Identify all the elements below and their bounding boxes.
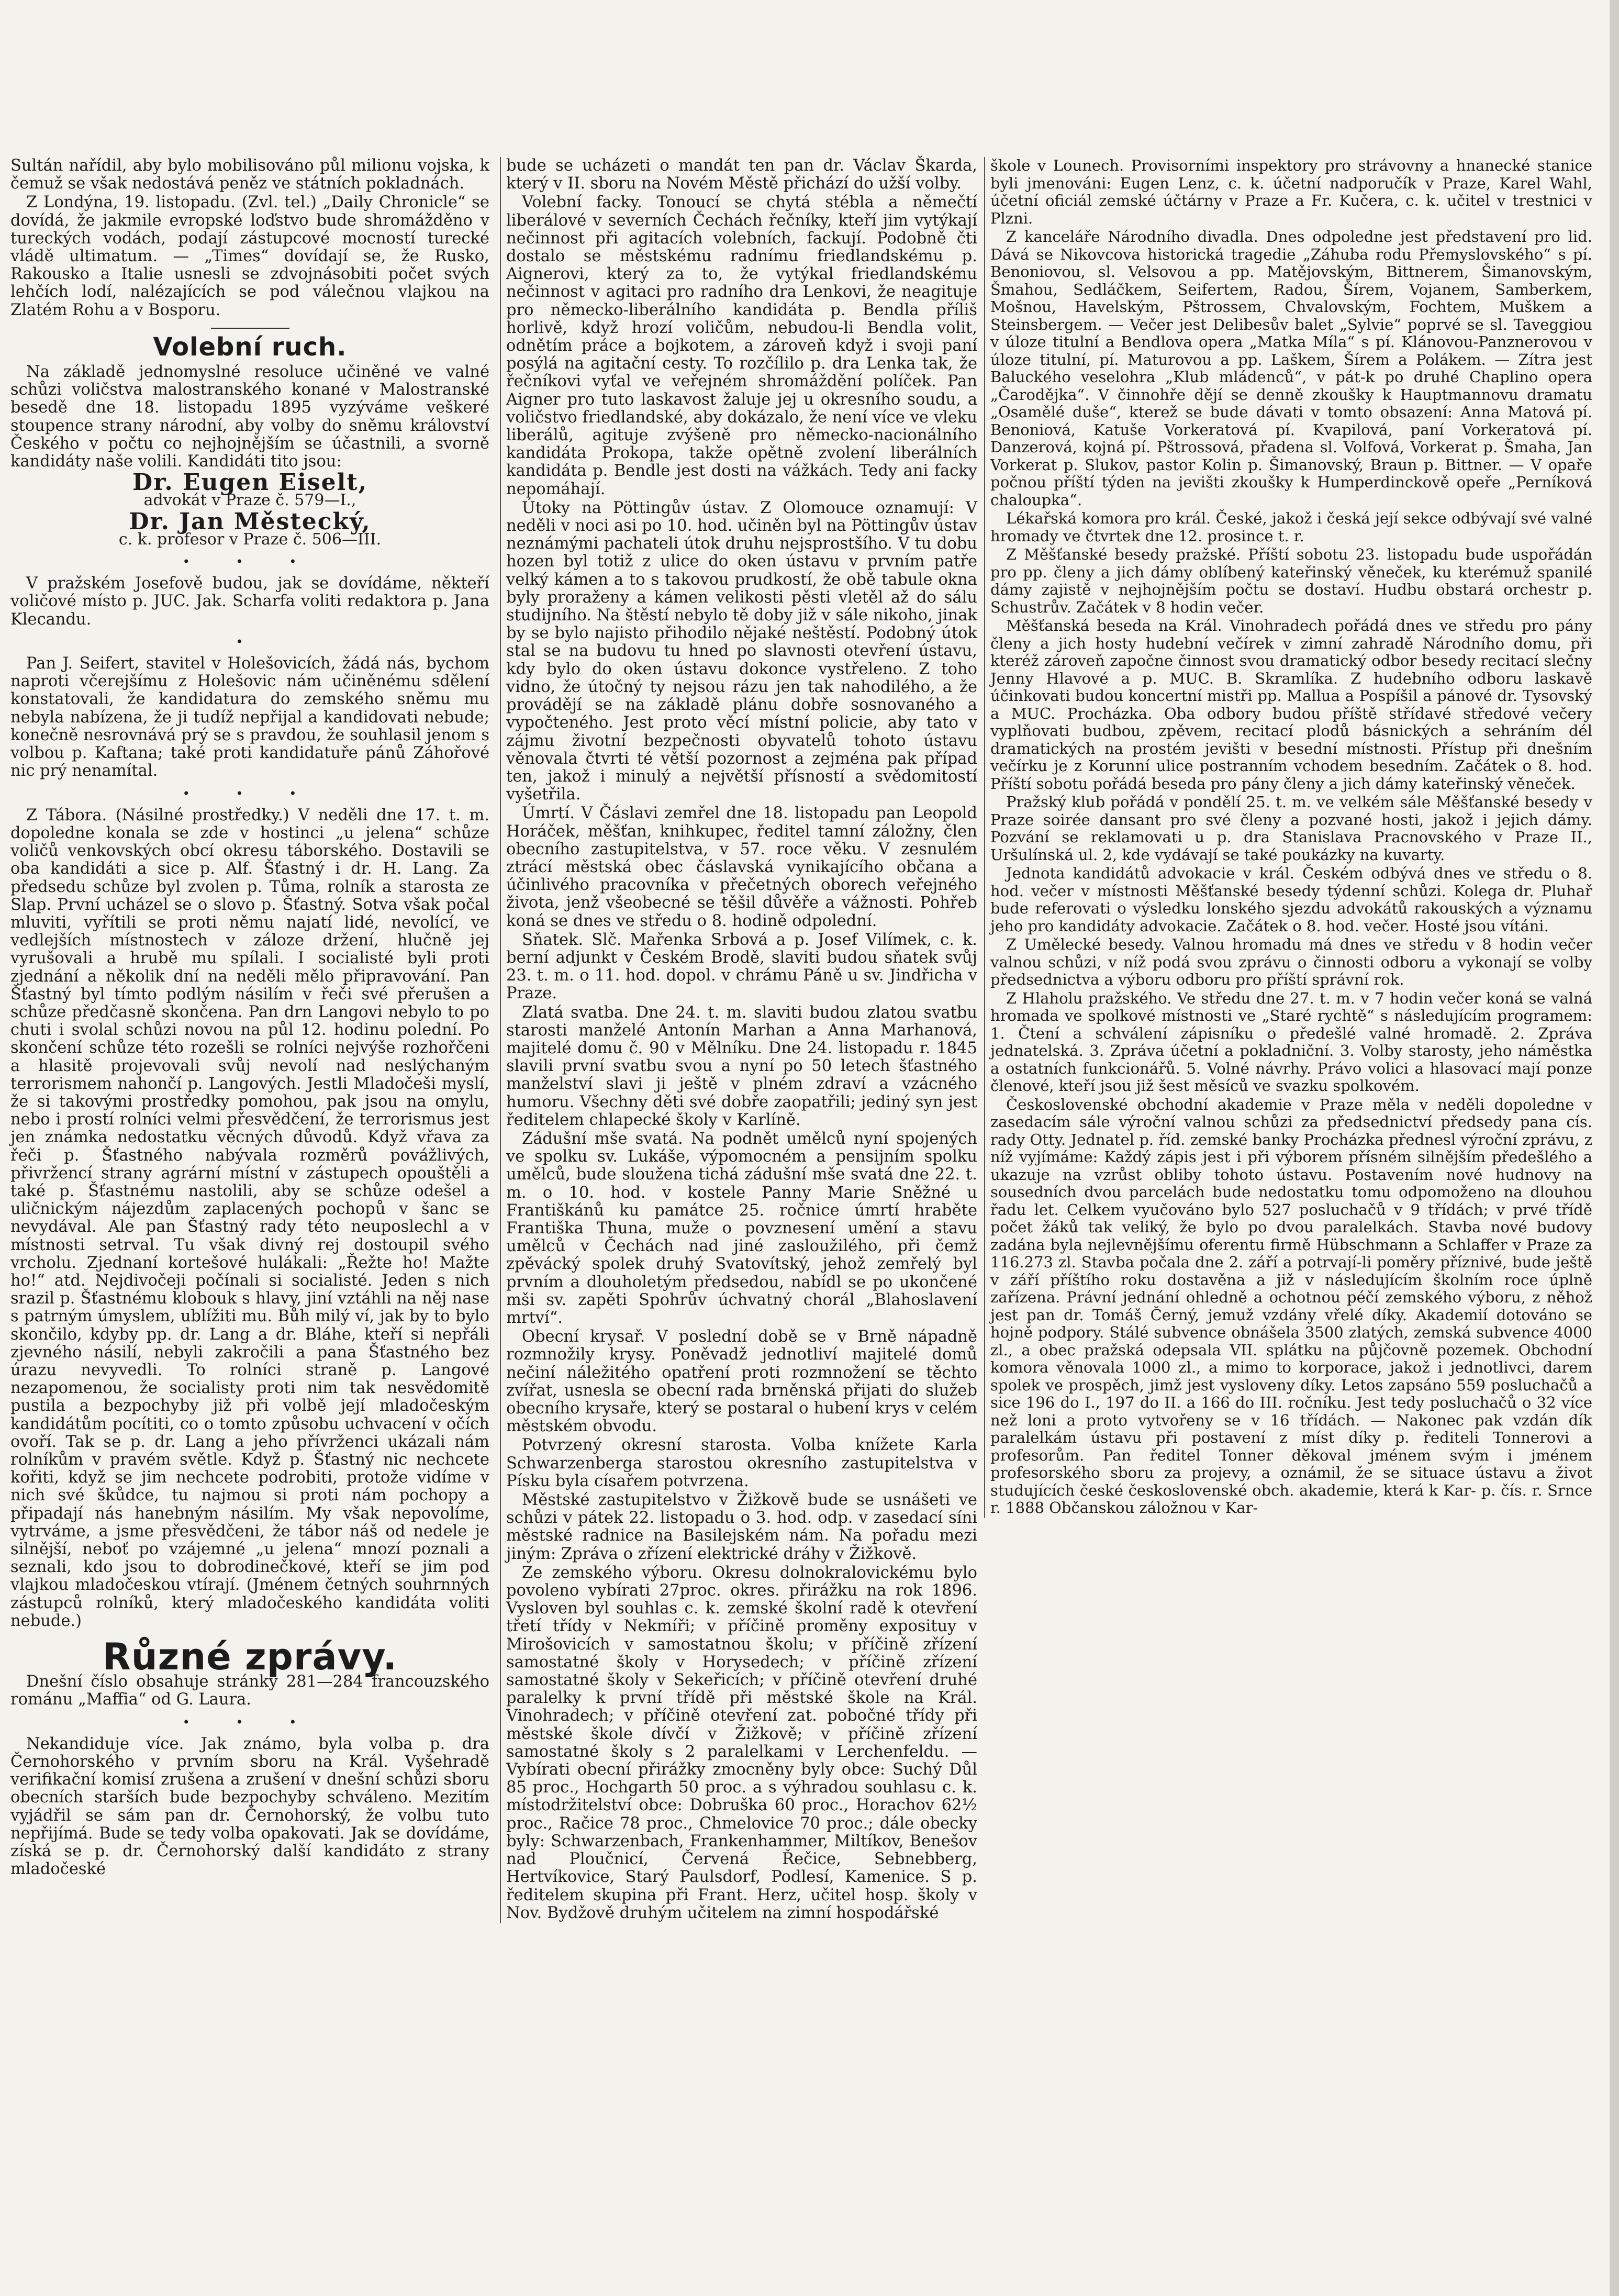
article-text: Zádušní mše svatá. Na podnět umělců nyní spojených ve spolku sv. Lukáše, výpomocném a pensijním spolku umělců, bude sloužena tichá zádušní mše svatá dne 22. t. m. o 10. hod. v kostele Panny Marie Sněžné u Františkánů ku památce 25. ročnice úmrtí hraběte Františka Thuna, muže o povznesení umění a stavu umělců v Čechách nad jiné zasloužilého, při čemž zpěvácký spolek druhý Svatovítský, jehož zemřelý byl prvním a dlouholetým předsedou, nabídl se po ukončené mši sv. zapěti Spohrův úchvatný chorál „Blahoslavení mrtví“.	[506, 1129, 977, 1327]
section-heading: Různé zprávy.	[102, 1635, 398, 1679]
article-text: Pražský klub pořádá v pondělí 25. t. m. ve velkém sále Měšťanské besedy v Praze soirée dansant pro své členy a pozvané hosti, jakož i jejich dámy. Pozvání se reklamovati u p. dra Stanislava Pracnovského v Praze II., Uršulínská ul. 2, kde vydávají se také poukázky na kuvarty.	[990, 793, 1592, 864]
article-text: škole v Lounech. Provisorními inspektory pro strávovny a hnanecké stanice byli jmenováni: Eugen Lenz, c. k. účetní nadporučík v Praze, Karel Wahl, účetní oficiál zemské účtárny v Praze a Fr. Kučera, c. k. učitel v trestnici v Plzni.	[990, 157, 1592, 227]
candidate-name: Dr. Eugen Eiselt,	[132, 469, 367, 496]
article-text: Z Umělecké besedy. Valnou hromadu má dnes ve středu v 8 hodin večer valnou schůzi, v níž podá svou zprávu o činnosti odboru a vykonají se volby předsednictva a výboru odboru pro příští správní rok.	[990, 935, 1592, 988]
article-text: Útoky na Pöttingův ústav. Z Olomouce oznamují: V neděli v noci asi po 10. hod. učiněn byl na Pöttingův ústav neznámými pachateli útok druhu nejsprostšího. V tu dobu hozen byl totiž z ulice do oken ústavu v prvním patře velký kámen a to s takovou prudkostí, že obě tabule okna byly proraženy a kámen velikosti pěsti vletěl až do sálu studijního. Na štěstí nebylo tě doby již v sále nikoho, jinak by se bylo najisto přihodilo nějaké neštěstí. Podobný útok stal se na budovu tu hned po slavnosti otevření ústavu, kdy bylo do oken ústavu dokonce vystřeleno. Z toho vidno, že útočný ty nejsou rázu jen tak nahodilého, a že provádějí se na základě plánu dobře sosnovaného a vypočteného. Jest proto věcí místní policie, aby tato v zájmu životní bezpečnosti obyvatelů tohoto ústavu věnovala čtvrti té větší pozornost a zejména pak případ ten, jakož i minulý a největší přísností a svědomitostí vyšetřila.	[506, 498, 977, 804]
separator-dots: • • •	[182, 786, 318, 801]
article-text: Volební facky. Tonoucí se chytá stébla a němečtí liberálové v severních Čechách řečníky, kteří jim vytýkají nečinnost při agitacích volebních, fackují. Podobně čti dostalo se městskému radnímu friedlandskému p. Aignerovi, který za to, že vytýkal friedlandskému nečinnost v agitaci pro radního dra Lenkovi, že neagituje pro německo-liberálního kandidáta p. Bendla příliš horlivě, když hrozí voličům, nebudou-li Bendla volit, odnětím práce a bojkotem, a zároveň když i svoji paní posýlá na agitační cesty. To rozčílilo p. dra Lenka tak, že řečníkovi vyťal ve veřejném shromáždění políček. Pan Aigner pro tuto laskavost žaluje jej u okresního soudu, a voličstvo friedlandské, aby dokázalo, že není více ve vleku liberálů, agituje zvýšeně pro německo-nacionálního kandidáta Prokopa, takže opětně zvolení liberálních kandidáta p. Bendle jest dosti na vážkách. Tedy ani facky nepomáhají.	[506, 193, 977, 498]
article-text: Z kanceláře Národního divadla. Dnes odpoledne jest představení pro lid. Dává se Nikovcova historická tragedie „Záhuba rodu Přemyslovského“ s pí. Benoniovou, sl. Velsovou a pp. Matějovským, Bittnerem, Šimanovským, Šmahou, Sedláčkem, Seifertem, Radou, Šírem, Vojanem, Samberkem, Mošnou, Havelským, Pštrossem, Chvalovským, Fochtem, Muškem a Steinsbergem. — Večer jest Delibesův balet „Sylvie“ poprvé se sl. Taveggiou v úloze titulní a Bendlova opera „Matka Míla“ s pí. Klánovou-Panznerovou v úloze titulní, pí. Maturovou a pp. Laškem, Šírem a Polákem. — Zítra jest Baluckého veselohra „Klub mládenců“, v pát-k po druhé Chaplino opera „Čarodějka“. V činnohře dějí se denně zkoušky k Hauptmannovu dramatu „Osamělé duše“, kterež se bude dávati v tomto obsazení: Anna Matová pí. Benoniová, Katuše Vorkeratová pí. Kvapilová, paní Vorkeratová pí. Danzerová, kojná pí. Pštrossová, přadena sl. Volfová, Vorkerat p. Šmaha, Jan Vorkerat p. Slukov, pastor Kolin p. Šimanovský, Braun p. Bittner. — V opaře počnou příští týden na jevišti zkoušky k Humperdinckově opeře „Perníková chaloupka“.	[990, 228, 1592, 509]
column-3	[984, 157, 1592, 1518]
separator-dots: • • •	[182, 1714, 318, 1730]
article-text: Jednota kandidátů advokacie v král. Českém odbývá dnes ve středu o 8. hod. večer v místnosti Měšťanské besedy týdenní schůzi. Kolega dr. Pluhař bude referovati o výsledku lonského sjezdu advokátů rakouských a významu jeho pro kandidáty advokacie. Začátek o 8. hod. večer. Hosté jsou vítáni.	[990, 864, 1592, 935]
article-text: bude se ucházeti o mandát ten pan dr. Václav Škarda, který v II. sboru na Novém Městě přichází do užší volby.	[506, 157, 977, 193]
column-1	[10, 157, 489, 1879]
separator-dots: •	[236, 634, 264, 649]
candidate-block	[10, 508, 489, 549]
article-text: Dnešní číslo obsahuje stránky 281—284 francouzského románu „Maffia“ od G. Laura.	[10, 1673, 489, 1709]
article-text: Z Měšťanské besedy pražské. Příští sobotu 23. listopadu bude uspořádán pro pp. členy a jich dámy oblíbený kateřinský věneček, ku kterémuž spanilé dámy zajistě v nejhojnějším počtu se dostaví. Hudbu obstará orchestr p. Schustrův. Začátek v 8 hodin večer.	[990, 545, 1592, 616]
article-text: Městské zastupitelstvo v Žižkově bude se usnášeti ve schůzi v pátek 22. listopadu o 3. hod. odp. v zasedací síni městské radnice na Basilejském nám. Na pořadu mezi jiným: Zpráva o zřízení elektrické dráhy v Žižkově.	[506, 1491, 977, 1563]
article-text: Ze zemského výboru. Okresu dolnokralovickému bylo povoleno vybírati 27proc. okres. přirážku na rok 1896. Vysloven byl souhlas c. k. zemské školní radě k otevření třetí třídy v Nekmíři; v příčině proměny exposituy v Mirošovicích v samostatnou školu; v příčině zřízení samostatné školy v Horysedech; v příčině zřízení samostatné školy v Sekeřicích; v příčině otevření druhé paralelky k první třídě při městské škole na Král. Vinohradech; v příčině otevření zat. pobočné třídy při městské škole dívčí v Žižkově; v příčině zřízení samostatné školy s 2 paralelkami v Lerchenfeldu. — Vybírati obecní přirážky zmocněny byly obce: Suchý Důl 85 proc., Hochgarth 50 proc. a s výhradou souhlasu c. k. místodržitelství obce: Dobruška 60 proc., Horachov 62½ proc., Račice 78 proc., Chmelovice 70 proc.; dále obecky byly: Schwarzenbach, Frankenhammer, Miltíkov, Benešov nad Ploučnicí, Červená Řečice, Sebnebberg, Hertvíkovice, Starý Paulsdorf, Podlesí, Kamenice. S p. ředitelem skupina při Frant. Herz, učitel hosp. školy v Nov. Bydžově druhým učitelem na zimní hospodářské	[506, 1563, 977, 1922]
article-text: Z Hlaholu pražského. Ve středu dne 27. t. m. v 7 hodin večer koná se valná hromada ve spolkové místnosti ve „Staré rychtě“ s následujícím programem: 1. Čtení a schválení zápisníku o předešlé valné hromadě. 2. Zpráva jednatelská. 3. Zpráva účetní a pokladniční. 3. Volby starosty, jeho náměstka a ostatních funkcionářů. 5. Volné návrhy. Právo volici a hlasovací mají ponze členové, kteří jsou již šest měsíců ve svazku spolkovém.	[990, 989, 1592, 1095]
article-text: Československé obchodní akademie v Praze měla v neděli dopoledne v zasedacím sále výroční valnou schůzi za předsednictví předsedy pana cís. rady Otty. Jednatel p. říd. zemské banky Procházka přednesl výroční zprávu, z níž vyjímáme: Každý zápis jest i při výborem přísném silnějším předešlého a ukazuje na vzrůst obliby tohoto ústavu. Postavením nové hudnovy na sousedních dvou parcelách bude nedostatku tomu odpomoženo na dlouhou řadu let. Celkem vyučováno bylo 527 posluchačů v 9 třídách; v prvé třídě počet žáků tak veliký, že bylo po dvou paralelkách. Stavba nové budovy zadána byla nejlevnějšímu oferentu firmě Hübschmann a Schlaffer v Praze za 116.273 zl. Stavba počala dne 2. září a potrvají-li poměry příznivé, bude ještě v září příštího roku dostavěna a již v následujícím školním roce úplně zařízena. Právní jednání ohledně a ochotnou péčí zemského výboru, z něhož jest pan dr. Tomáš Černý, jemuž vzdány vřelé díky. Akademií dotováno se hojně podpory. Stálé subvence obnášela 3500 zlatých, zemská subvence 4000 zl., a obec pražská odepsala VII. splátku na půjčovně pozemek. Obchodní komora věnovala 1000 zl., a mimo to korporace, jakož i jednotlivci, darem spolek ve prospěch, jimž jest vysloveny díky. Letos zapsáno 559 posluchačů a sice 196 do I., 197 do II. a 166 do III. ročníku. Jest tedy posluchačů o 32 více než loni a proto vytvořeny se v 16 třídách. — Nakonec pak vzdán dík paralelkám ústavu při postavení z míst díky p. řediteli Tonnerovi a profesorům. Pan ředitel Tonner děkoval jménem svým i jménem profesorského sboru za projevy, a oznámil, že se situace ústavu a život studujících české československé obch. akademie, která k Kar- p. čís. r. Srnce r. 1888 Občanskou záložnou v Kar-	[990, 1095, 1592, 1517]
column-2	[500, 157, 977, 1923]
article-text: Z Londýna, 19. listopadu. (Zvl. tel.) „Daily Chronicle“ se dovídá, že jakmile evropské loďstvo bude shromážděno v tureckých vodách, podají zástupcové mocností turecké vládě ultimatum. — „Times“ dovídají se, že Rusko, Rakousko a Italie usnesli se zdvojnásobiti počet svých lehčích lodí, nalézajících se pod válečnou vlajkou na Zlatém Rohu a v Bosporu.	[10, 193, 489, 319]
article-text: V pražském Josefově budou, jak se dovídáme, někteří voličové místo p. JUC. Jak. Scharfa voliti redaktora p. Jana Klecandu.	[10, 574, 489, 629]
article-text: Lékařská komora pro král. České, jakož i česká její sekce odbývají své valné hromady ve čtvrtek dne 12. prosince t. r.	[990, 509, 1592, 545]
article-text: Obecní krysař. V poslední době se v Brně nápadně rozmnožily krysy. Poněvadž jednotliví majitelé domů nečiní náležitého opatření proti rozmnožení se těchto zvířat, usnesla se obecní rada brněnská přijati do služeb obecního krysaře, který se postaral o hubení krys v celém městském obvodu.	[506, 1328, 977, 1436]
article-text: Úmrtí. V Čáslavi zemřel dne 18. listopadu pan Leopold Horáček, měšťan, knihkupec, ředitel tamní záložny, člen obecního zastupitelstva, v 57. roce věku. V zesnulém ztrácí městská obec čáslavská vynikajícího občana a účinlivého pracovníka v přečetných oborech veřejného života, jenž všeobecné se těšil důvěře a vážnosti. Pohřeb koná se dnes ve středu o 8. hodině odpolední.	[506, 804, 977, 930]
candidate-name: Dr. Jan Městecký,	[129, 508, 371, 535]
article-text: Potvrzený okresní starosta. Volba knížete Karla Schwarzenberga starostou okresního zastupitelstva v Písku byla císařem potvrzena.	[506, 1436, 977, 1490]
candidate-block	[10, 469, 489, 510]
separator-dots: • • •	[182, 554, 318, 570]
candidate-description: advokát v Praze č. 579—I.,	[143, 491, 356, 510]
article-text: Zlatá svatba. Dne 24. t. m. slaviti budou zlatou svatbu starosti manželé Antonín Marhan a Anna Marhanová, majitelé domu č. 90 v Mělníku. Dne 24. listopadu r. 1845 slavili první svatbu svou a nyní po 50 letech šťastného manželství slavi ji ještě v plném zdraví a vzácného humoru. Všechny děti své dobře zaopatřili; jediný syn jest ředitelem chlapecké školy v Karlíně.	[506, 1003, 977, 1129]
article-text: Sultán nařídil, aby bylo mobilisováno půl milionu vojska, k čemuž se však nedostává peněz ve státních pokladnách.	[10, 157, 489, 193]
article-text: Nekandiduje více. Jak známo, byla volba p. dra Černohorského v prvním sboru na Král. Vyšehradě verifikační komisí zrušena a zrušení v dnešní schůzi sboru obecních starších bude bezpochyby schváleno. Mezitím vyjádřil se sám pan dr. Černohorský, že volbu tuto nepřijímá. Bude se tedy volba opakovati. Jak se dovídáme, získá se p. dr. Černohorský další kandidáto z strany mladočeské	[10, 1734, 489, 1879]
page-edge	[1610, 0, 1619, 2296]
section-heading: Volební ruch.	[153, 332, 347, 362]
article-text: Sňatek. Slč. Mařenka Srbová a p. Josef Vilímek, c. k. berní adjunkt v Českém Brodě, slaviti budou sňatek svůj 23. t. m. o 11. hod. dopol. v chrámu Páně u sv. Jindřicha v Praze.	[506, 930, 977, 1003]
article-text: Na základě jednomyslné resoluce učiněné ve valné schůzi voličstva malostranského konané v Malostranské besedě dne 18. listopadu 1895 vyzýváme veškeré stoupence strany národní, aby volby do sněmu království Českého v počtu co nejhojnějším se účastnili, a svorně kandidáty naše volili. Kandidáti tito jsou:	[10, 363, 489, 471]
article-text: Z Tábora. (Násilné prostředky.) V neděli dne 17. t. m. dopoledne konala se zde v hostinci „u jelena“ schůze voličů venkovských obcí okresu táborského. Dostavili se oba kandidáti a sice p. Alf. Šťastný i dr. H. Lang. Za předsedu schůze byl zvolen p. Tůma, rolník a starosta ze Slap. První ucházel se o slovo p. Šťastný. Sotva však počal mluviti, vyřítili se proti němu najatí lidé, nevolící, ve vedlejších místnostech v záloze držení, hlučně jej vyrušovali a hrubě mu spílali. I socialisté byli proti zjednání a několik dní na neděli mělo připravování. Pan Šťastný byl tímto podlým násilím v řeči své přerušen a schůze předčasně skončena. Pan drn Langovi nebylo to po chuti i svolal schůzi novou na půl 12. hodinu polední. Po skončení schůze této rozešli se rolníci nejvýše rozhořčeni a hlasitě projevovali svůj nevolí nad neslýchaným terrorismem nahončí p. Langových. Jestli Mladočeši myslí, že si takovými prostředky pomohou, pak jsou na omylu, nebo i prostí rolníci velmi přesvědčení, že terrorismus jest jen známka nedostatku věcných důvodů. Když vřava za řeči p. Šťastného nabývala rozměrů povážlivých, přivržencí strany agrární místní v zástupech opouštěli a také p. Šťastnému nastolili, aby se schůze odešel a uličnickým nájezdům zaplacených pochopů v šanc se nevydával. Ale pan Šťastný rady této neuposlechl a v místnosti setrval. Tu však divný rej dostoupil svého vrcholu. Zjednaní kortešové hulákali: „Řežte ho! Mažte ho!“ atd. Nejdivočeji počínali si socialisté. Jeden s nich srazil p. Šťastnému klobouk s hlavy, jiní vztáhli na něj nase s patrným úmyslem, ublížiti mu. Bůh milý ví, jak by to bylo skončilo, kdyby pp. dr. Lang a dr. Bláhe, kteří si nepřáli zjevného násilí, nebyli zakročili a pana Šťastného bez úrazu nevyvedli. To rolníci straně p. Langové nezapomenou, že socialisty proti nim tak nesvědomitě pustila a bezpochyby již při volbě její mladočeským kandidátům pocítiti, co o tomto způsobu uchvacení v očích ovoří. Tak se p. dr. Lang a jeho přívrženci ukázali nám rolníkům v pravém světle. Když p. Šťastný nic nechcete kořiti, když se jim nechcete podrobiti, protože vidíme v nich své škůdce, tu najmou si proti nám pochopy a připadají nás hanebným násilím. My však nepovolíme, vytrváme, a jsme přesvědčeni, že tábor náš od nedele je silnější, neboť po vzájemné „u jelena“ mnozí poznali a seznali, kdo jsou to dobrodinečkové, kteří se jim pod vlajkou mladočeskou vtírají. (Jménem četných souhrnných zástupců rolníků, který mladočeského kandidáta voliti nebude.)	[10, 806, 489, 1630]
candidate-description: c. k. profesor v Praze č. 506—III.	[118, 530, 382, 549]
article-text: Měšťanská beseda na Král. Vinohradech pořádá dnes ve středu pro pány členy a jich hosty hudební večírek v zimní zahradě Národního domu, při kteréž zároveň započne činnost svou dramatický odbor besedy recitací slečny Jenny Hlavové a p. MUC. B. Skramlíka. Z hudebního odboru laskavě účinkovati budou koncertní mistři pp. Mallua a Pospíšil a pánové dr. Tysovský a MUC. Procházka. Oba odbory budou příště střídavé středové večery vyplňovati budbou, zpěvem, recitací plodů básnických a sehráním dél dramatických na prostém jevišti v besední místnosti. Přístup při dnešním večírku je z Korunní ulice postranním vchodem besedním. Začátek o 8. hod. Příští sobotu pořádá beseda pro pány členy a jich dámy kateřinský věneček.	[990, 617, 1592, 793]
article-text: Pan J. Seifert, stavitel v Holešovicích, žádá nás, bychom naproti včerejšímu z Holešovic nám učiněnému sdělení konstatovali, že kandidatura do zemského sněmu mu nebyla nabízena, že ji tudíž nepřijal a kandidovati nebude; konečně nesrovnává prý se s pravdou, že souhlasil jenom s volbou p. Kaftana; také proti kandidatuře pánů Záhořové nic prý nenamítal.	[10, 654, 489, 781]
separator-rule	[211, 328, 289, 329]
